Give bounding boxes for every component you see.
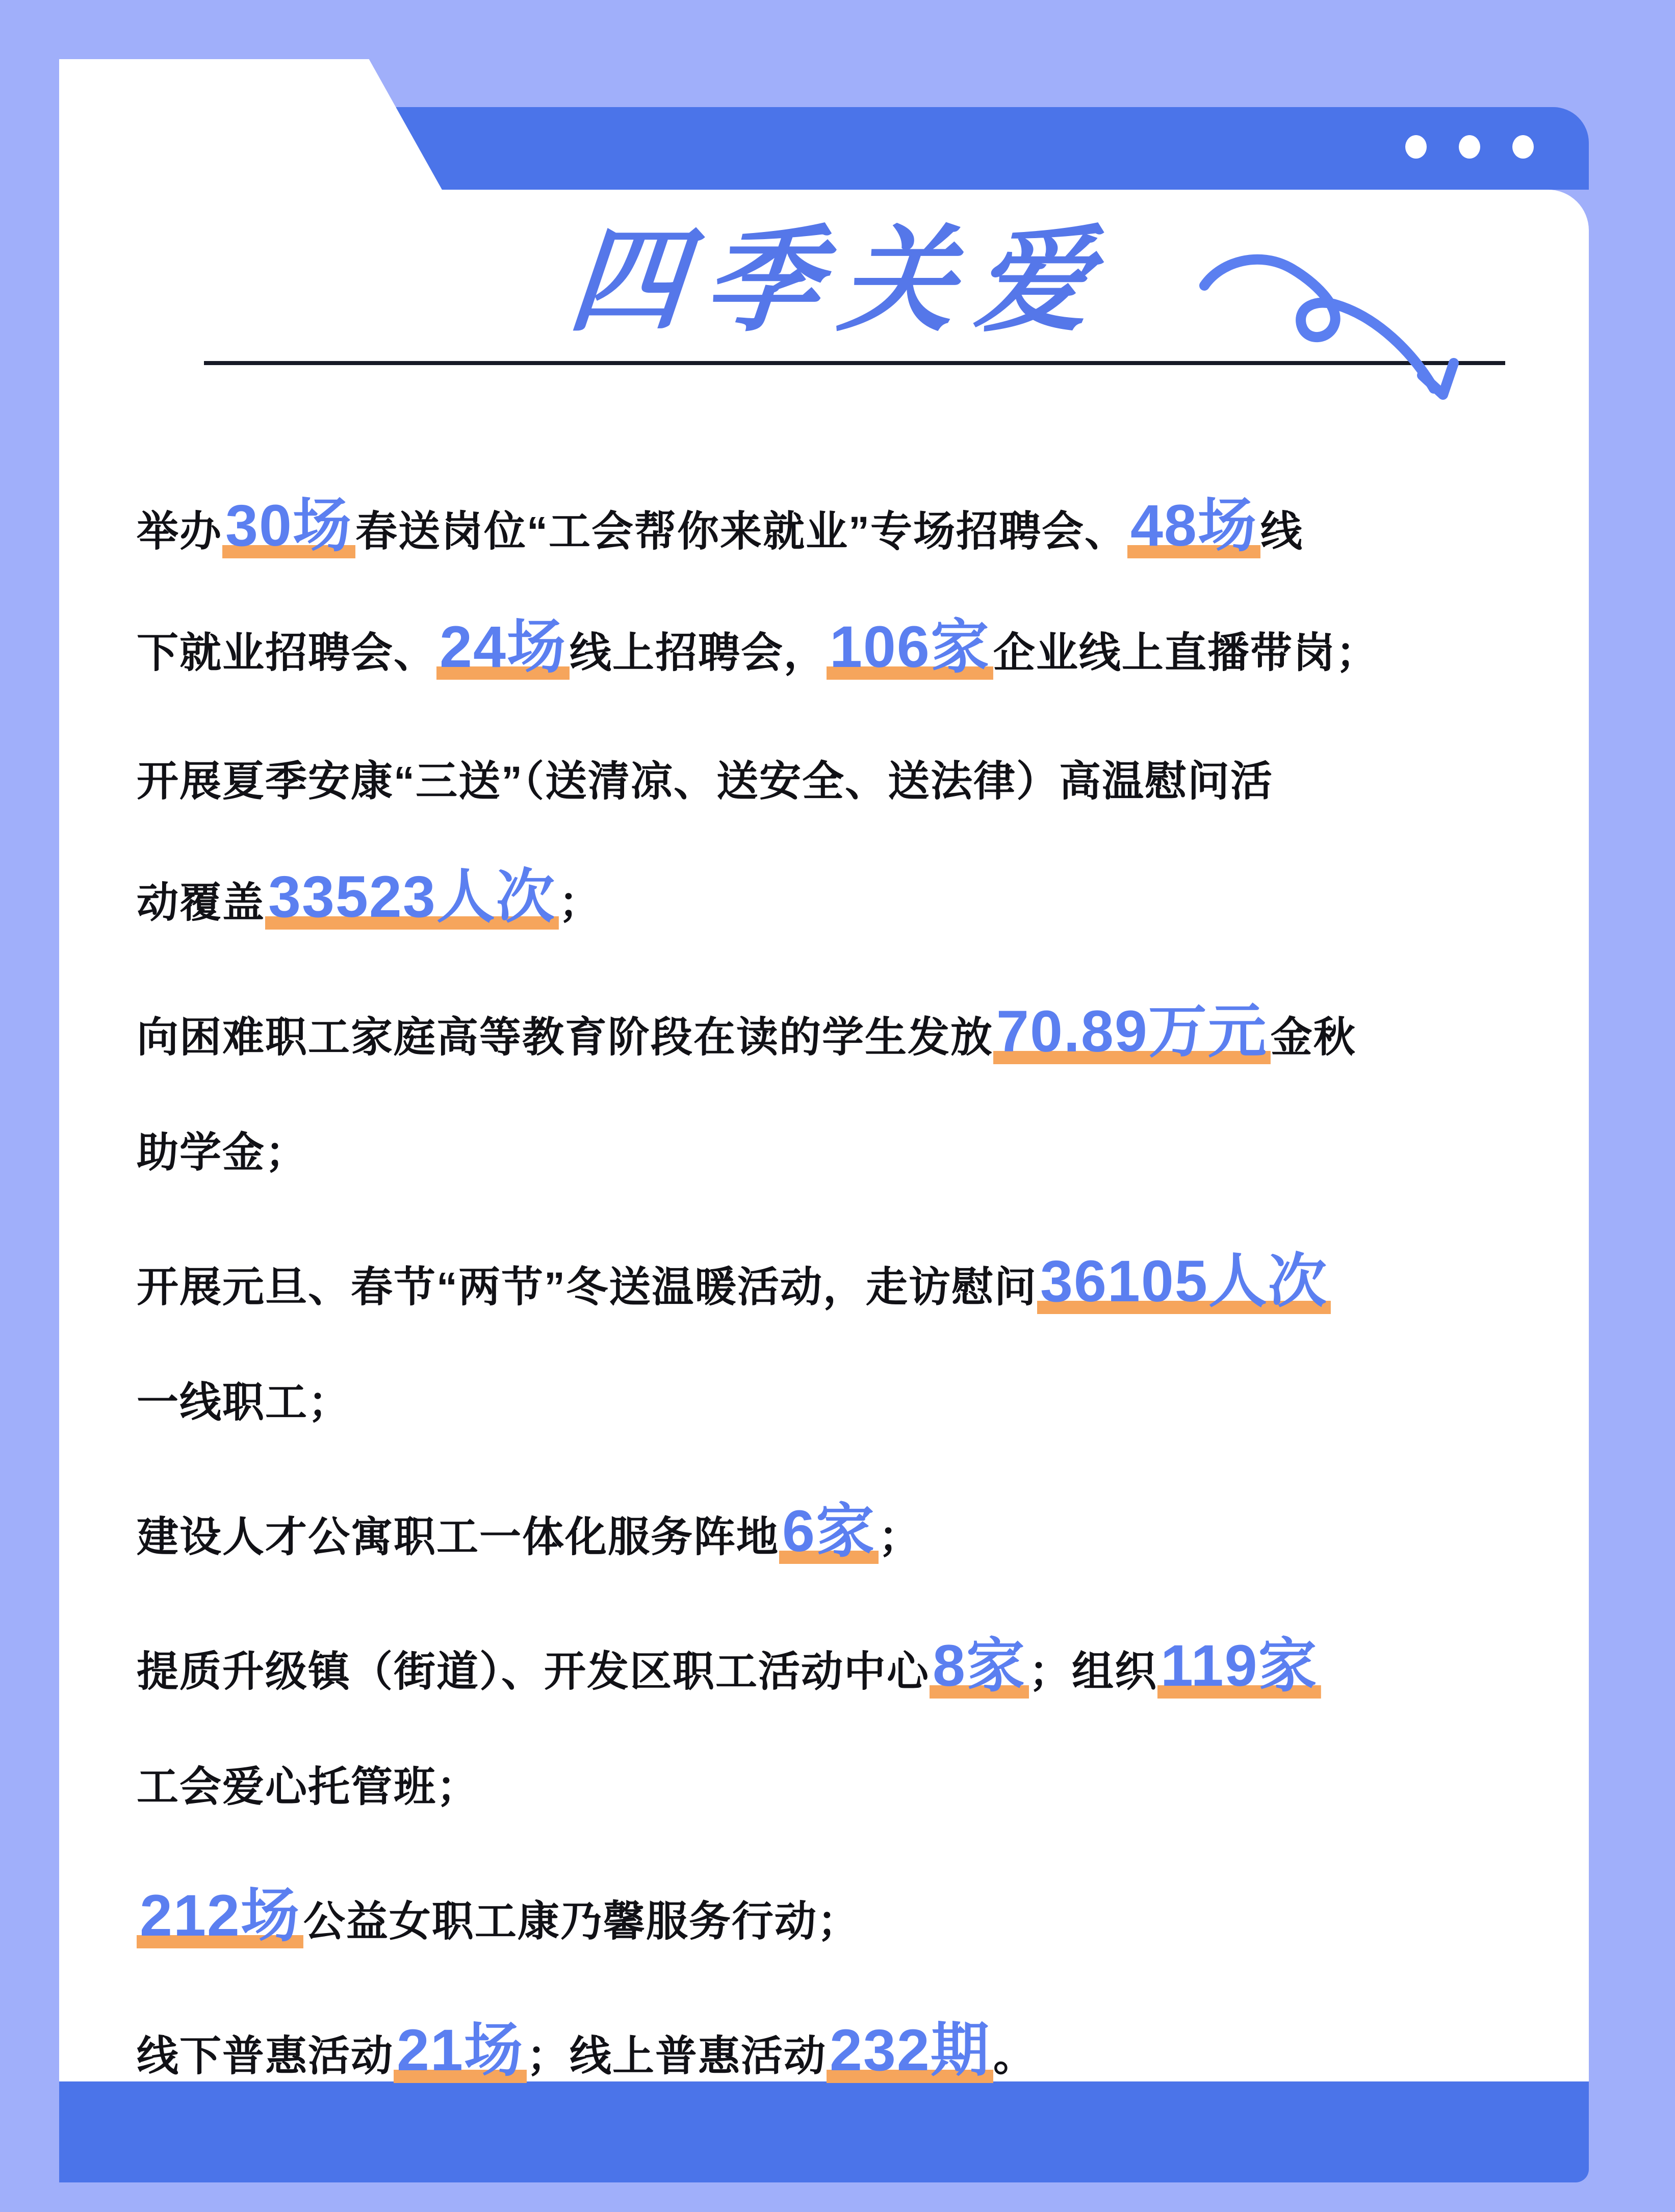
highlight-number: 106家: [827, 614, 993, 680]
page-title: 四季关爱: [564, 216, 1117, 345]
text-line: [137, 974, 1595, 1095]
text-run: 线上招聘会，: [569, 630, 827, 676]
text-line: [137, 468, 1595, 589]
text-run: 。: [993, 2033, 1036, 2079]
text-run: ；: [558, 880, 602, 926]
paragraph: [137, 1858, 1595, 1979]
paragraph: [137, 1224, 1595, 1460]
window-dot-icon: [1459, 135, 1480, 159]
text-run: 助学金；: [137, 1129, 308, 1176]
text-line: [137, 589, 1595, 711]
text-run: 公益女职工康乃馨服务行动；: [303, 1898, 860, 1945]
text-run: 动覆盖: [137, 880, 266, 926]
window-dot-icon: [1512, 135, 1534, 159]
highlight-number: 6家: [779, 1499, 879, 1564]
text-run: 向困难职工家庭高等教育阶段在读的学生发放: [137, 1014, 994, 1061]
text-line: [137, 1730, 1595, 1845]
paragraph: [137, 724, 1595, 961]
text-run: 春送岗位“工会帮你来就业”专场招聘会、: [355, 508, 1127, 555]
paragraph: [137, 1608, 1595, 1845]
highlight-number: 212场: [137, 1883, 303, 1948]
highlight-number: 232期: [827, 2018, 993, 2083]
text-line: [137, 724, 1595, 839]
highlight-number: 70.89万元: [993, 999, 1271, 1064]
text-run: 线下普惠活动: [137, 2033, 394, 2079]
paragraph: [137, 1993, 1595, 2114]
window-dot-icon: [1405, 135, 1427, 159]
text-line: [137, 1608, 1595, 1730]
text-line: [137, 1858, 1595, 1979]
text-run: 线: [1260, 508, 1303, 555]
text-run: 下就业招聘会、: [137, 630, 437, 676]
paragraph: [137, 468, 1595, 711]
text-line: [137, 839, 1595, 961]
paragraph: [137, 1474, 1595, 1595]
highlight-number: 8家: [930, 1633, 1029, 1699]
text-run: 提质升级镇（街道）、开发区职工活动中心: [137, 1649, 930, 1695]
text-run: 金秋: [1270, 1014, 1356, 1061]
highlight-number: 24场: [436, 614, 570, 680]
text-run: 举办: [137, 508, 223, 555]
highlight-number: 48场: [1127, 493, 1260, 558]
text-run: 开展夏季安康“三送”（送清凉、送安全、送法律）高温慰问活: [137, 758, 1274, 805]
window-dots: [1405, 135, 1534, 159]
text-run: 工会爱心托管班；: [137, 1764, 480, 1810]
body-text: [137, 468, 1595, 2127]
paragraph: [137, 974, 1595, 1211]
curved-arrow-doodle-icon: [1188, 239, 1474, 415]
highlight-number: 30场: [222, 493, 355, 558]
text-run: 一线职工；: [137, 1379, 351, 1426]
text-run: ；: [878, 1514, 921, 1560]
text-line: [137, 1224, 1595, 1345]
highlight-number: 21场: [394, 2018, 527, 2083]
text-run: 企业线上直播带岗；: [993, 630, 1379, 676]
window-title-bar: [396, 107, 1589, 190]
text-line: [137, 1993, 1595, 2114]
text-line: [137, 1474, 1595, 1595]
highlight-number: 36105人次: [1037, 1249, 1331, 1314]
text-line: [137, 1095, 1595, 1211]
text-run: ；组织: [1028, 1649, 1157, 1695]
text-run: 建设人才公寓职工一体化服务阵地: [137, 1514, 780, 1560]
text-line: [137, 1345, 1595, 1460]
text-run: ；线上普惠活动: [526, 2033, 827, 2079]
highlight-number: 119家: [1157, 1633, 1321, 1699]
card-tab: [59, 59, 443, 191]
text-run: 开展元旦、春节“两节”冬送温暖活动，走访慰问: [137, 1264, 1038, 1310]
highlight-number: 33523人次: [265, 864, 559, 930]
